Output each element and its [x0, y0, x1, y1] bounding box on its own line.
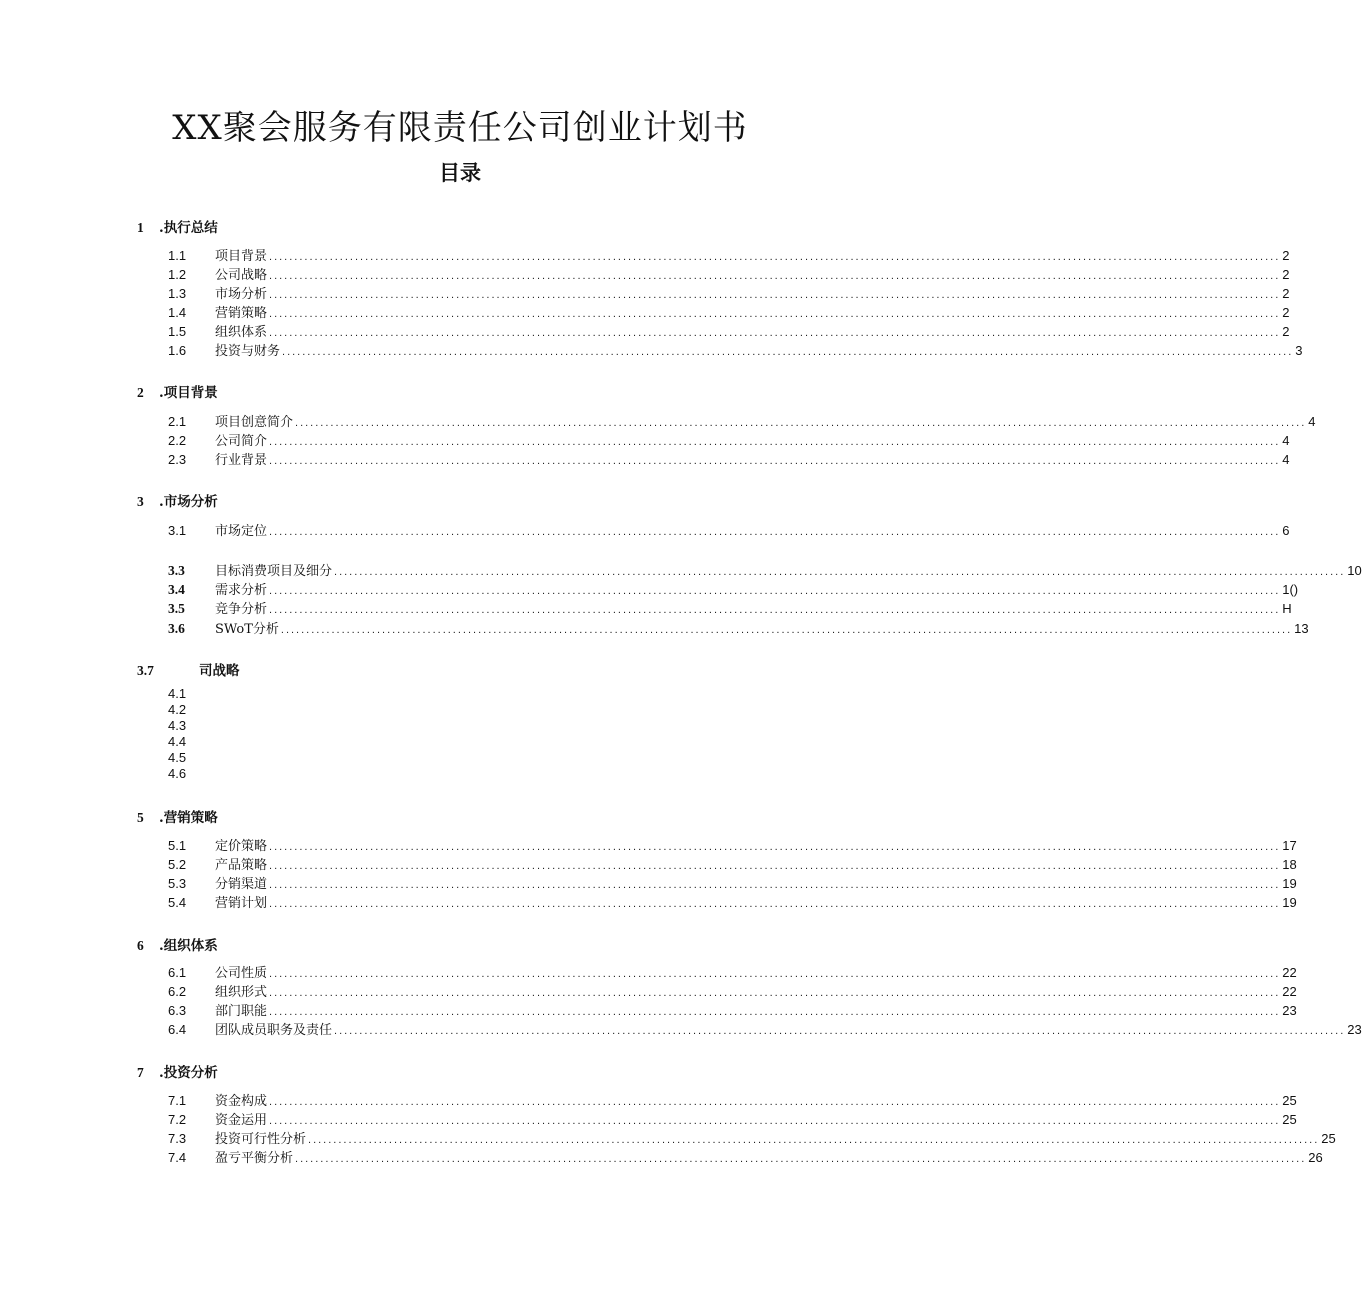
- entry-page: 4: [1308, 414, 1316, 429]
- entry-page: 19: [1282, 895, 1297, 910]
- entry-number: 1.4: [168, 305, 187, 320]
- entry-number: 6.3: [168, 1003, 187, 1018]
- entry-title: 团队成员职务及责任: [215, 1023, 333, 1038]
- toc-entry[interactable]: [168, 579, 1299, 598]
- toc-number-only: 4.2: [168, 702, 187, 717]
- dot-leader: ........................................................................................................................................................................................................: [269, 987, 1281, 999]
- toc-entry[interactable]: [168, 449, 1290, 468]
- toc-section-3[interactable]: [137, 490, 218, 510]
- section-number: 7: [137, 1065, 144, 1080]
- dot-leader: ........................................................................................................................................................................................................: [295, 1153, 1307, 1165]
- toc-entry[interactable]: [168, 892, 1297, 911]
- entry-title: 市场定位: [215, 524, 268, 539]
- entry-number: 3.5: [168, 601, 185, 616]
- entry-page: 13: [1294, 621, 1309, 636]
- dot-leader: ........................................................................................................................................................................................................: [269, 604, 1281, 616]
- entry-title: 项目创意简介: [215, 415, 294, 430]
- entry-title: 公司简介: [215, 434, 268, 449]
- dot-leader: ........................................................................................................................................................................................................: [269, 251, 1281, 263]
- toc-entry[interactable]: [168, 321, 1290, 340]
- toc-heading: 目录: [439, 160, 481, 185]
- entry-page: 25: [1321, 1131, 1336, 1146]
- toc-entry[interactable]: [168, 962, 1297, 981]
- toc-entry[interactable]: [168, 854, 1297, 873]
- entry-number: 1.1: [168, 248, 187, 263]
- entry-number: 3.4: [168, 582, 185, 597]
- entry-title: 投资与财务: [215, 344, 281, 359]
- toc-entry[interactable]: [168, 835, 1297, 854]
- dot-leader: ........................................................................................................................................................................................................: [269, 1006, 1281, 1018]
- entry-title: 需求分析: [215, 583, 268, 598]
- toc-entry[interactable]: [168, 264, 1290, 283]
- toc-entry[interactable]: [168, 283, 1290, 302]
- dot-leader: ........................................................................................................................................................................................................: [295, 417, 1307, 429]
- dot-leader: ........................................................................................................................................................................................................: [269, 898, 1281, 910]
- entry-page: 22: [1282, 965, 1297, 980]
- dot-leader: ........................................................................................................................................................................................................: [269, 526, 1281, 538]
- document-title: XX聚会服务有限责任公司创业计划书: [172, 108, 748, 148]
- entry-page: 3: [1295, 343, 1303, 358]
- dot-leader: ........................................................................................................................................................................................................: [269, 879, 1281, 891]
- entry-number: 6.4: [168, 1022, 187, 1037]
- entry-title: 组织形式: [215, 985, 268, 1000]
- entry-page: 25: [1282, 1093, 1297, 1108]
- entry-page: 18: [1282, 857, 1297, 872]
- dot-leader: ........................................................................................................................................................................................................: [334, 566, 1346, 578]
- entry-page: 10: [1347, 563, 1362, 578]
- section-label: .投资分析: [159, 1065, 218, 1081]
- entry-number: 1.3: [168, 286, 187, 301]
- section-number: 3.7: [137, 663, 154, 678]
- section-label: .组织体系: [159, 938, 218, 954]
- entry-title: 目标消费项目及细分: [215, 564, 333, 579]
- dot-leader: ........................................................................................................................................................................................................: [282, 346, 1294, 358]
- entry-title: 部门职能: [215, 1004, 268, 1019]
- entry-title: 盈亏平衡分析: [215, 1151, 294, 1166]
- toc-entry[interactable]: [168, 618, 1309, 637]
- dot-leader: ........................................................................................................................................................................................................: [269, 1115, 1281, 1127]
- toc-entry[interactable]: [168, 981, 1297, 1000]
- entry-title: 资金运用: [215, 1113, 268, 1128]
- entry-title: 竞争分析: [215, 602, 268, 617]
- entry-title: 分销渠道: [215, 877, 268, 892]
- entry-page: 23: [1347, 1022, 1362, 1037]
- dot-leader: ........................................................................................................................................................................................................: [269, 436, 1281, 448]
- entry-page: 19: [1282, 876, 1297, 891]
- entry-title: 公司战略: [215, 268, 268, 283]
- dot-leader: ........................................................................................................................................................................................................: [269, 308, 1281, 320]
- entry-title: 营销计划: [215, 896, 268, 911]
- dot-leader: ........................................................................................................................................................................................................: [269, 270, 1281, 282]
- section-number: 2: [137, 385, 144, 400]
- entry-number: 3.1: [168, 523, 187, 538]
- toc-section-2[interactable]: [137, 381, 218, 401]
- toc-entry[interactable]: [168, 245, 1290, 264]
- section-number: 3: [137, 494, 144, 509]
- entry-page: 2: [1282, 305, 1290, 320]
- toc-entry[interactable]: [168, 1019, 1362, 1038]
- entry-title: 定价策略: [215, 839, 268, 854]
- toc-number-only: 4.4: [168, 734, 187, 749]
- toc-entry[interactable]: [168, 340, 1303, 359]
- entry-page: H: [1282, 601, 1292, 616]
- entry-page: 1(): [1282, 582, 1299, 597]
- entry-number: 1.6: [168, 343, 187, 358]
- section-number: 1: [137, 220, 144, 235]
- entry-number: 2.3: [168, 452, 187, 467]
- toc-number-only: 4.1: [168, 686, 187, 701]
- toc-section-4[interactable]: [137, 659, 240, 679]
- entry-page: 17: [1282, 838, 1297, 853]
- toc-entry[interactable]: [168, 598, 1292, 617]
- entry-number: 7.3: [168, 1131, 187, 1146]
- entry-page: 22: [1282, 984, 1297, 999]
- section-label: 司战略: [199, 663, 240, 679]
- toc-number-only: 4.6: [168, 766, 187, 781]
- entry-number: 1.5: [168, 324, 187, 339]
- dot-leader: ........................................................................................................................................................................................................: [308, 1134, 1320, 1146]
- toc-section-7[interactable]: [137, 1061, 218, 1081]
- section-label: .市场分析: [159, 494, 218, 510]
- dot-leader: ........................................................................................................................................................................................................: [269, 585, 1281, 597]
- section-label: .执行总结: [159, 220, 218, 236]
- entry-number: 5.1: [168, 838, 187, 853]
- entry-number: 2.1: [168, 414, 187, 429]
- entry-title: 资金构成: [215, 1094, 268, 1109]
- toc-number-only: 4.3: [168, 718, 187, 733]
- toc-entry[interactable]: [168, 1147, 1323, 1166]
- entry-title: 市场分析: [215, 287, 268, 302]
- entry-title: 公司性质: [215, 966, 268, 981]
- toc-entry[interactable]: [168, 1090, 1297, 1109]
- toc-entry[interactable]: [168, 302, 1290, 321]
- toc-entry[interactable]: [168, 873, 1297, 892]
- section-number: 6: [137, 938, 144, 953]
- toc-entry[interactable]: [168, 411, 1316, 430]
- entry-number: 5.2: [168, 857, 187, 872]
- entry-page: 23: [1282, 1003, 1297, 1018]
- section-number: 5: [137, 810, 144, 825]
- entry-number: 1.2: [168, 267, 187, 282]
- toc-section-5[interactable]: [137, 806, 218, 826]
- section-label: .营销策略: [159, 810, 218, 826]
- toc-entry[interactable]: [168, 1109, 1297, 1128]
- entry-number: 6.2: [168, 984, 187, 999]
- entry-number: 7.1: [168, 1093, 187, 1108]
- toc-section-6[interactable]: [137, 934, 218, 954]
- entry-page: 2: [1282, 286, 1290, 301]
- toc-entry[interactable]: [168, 430, 1290, 449]
- dot-leader: ........................................................................................................................................................................................................: [269, 841, 1281, 853]
- entry-number: 3.6: [168, 621, 185, 636]
- dot-leader: ........................................................................................................................................................................................................: [269, 289, 1281, 301]
- toc-entry[interactable]: [168, 560, 1362, 579]
- dot-leader: ........................................................................................................................................................................................................: [269, 1096, 1281, 1108]
- dot-leader: ........................................................................................................................................................................................................: [269, 327, 1281, 339]
- entry-page: 2: [1282, 267, 1290, 282]
- dot-leader: ........................................................................................................................................................................................................: [334, 1025, 1346, 1037]
- entry-title: SWoT分析: [215, 622, 279, 637]
- entry-title: 投资可行性分析: [215, 1132, 307, 1147]
- entry-page: 4: [1282, 433, 1290, 448]
- entry-page: 25: [1282, 1112, 1297, 1127]
- entry-number: 2.2: [168, 433, 187, 448]
- toc-entry[interactable]: [168, 1000, 1297, 1019]
- toc-entry[interactable]: [168, 1128, 1336, 1147]
- toc-section-1[interactable]: [137, 216, 218, 236]
- entry-title: 行业背景: [215, 453, 268, 468]
- entry-page: 26: [1308, 1150, 1323, 1165]
- toc-number-only: 4.5: [168, 750, 187, 765]
- entry-number: 6.1: [168, 965, 187, 980]
- entry-page: 4: [1282, 452, 1290, 467]
- entry-title: 产品策略: [215, 858, 268, 873]
- dot-leader: ........................................................................................................................................................................................................: [269, 455, 1281, 467]
- toc-entry[interactable]: [168, 520, 1290, 539]
- dot-leader: ........................................................................................................................................................................................................: [269, 860, 1281, 872]
- entry-number: 7.2: [168, 1112, 187, 1127]
- entry-page: 2: [1282, 248, 1290, 263]
- entry-title: 项目背景: [215, 249, 268, 264]
- entry-number: 7.4: [168, 1150, 187, 1165]
- entry-title: 营销策略: [215, 306, 268, 321]
- entry-number: 5.4: [168, 895, 187, 910]
- entry-page: 6: [1282, 523, 1290, 538]
- dot-leader: ........................................................................................................................................................................................................: [280, 624, 1293, 636]
- section-label: .项目背景: [159, 385, 218, 401]
- entry-number: 5.3: [168, 876, 187, 891]
- entry-number: 3.3: [168, 563, 185, 578]
- dot-leader: ........................................................................................................................................................................................................: [269, 968, 1281, 980]
- entry-title: 组织体系: [215, 325, 268, 340]
- entry-page: 2: [1282, 324, 1290, 339]
